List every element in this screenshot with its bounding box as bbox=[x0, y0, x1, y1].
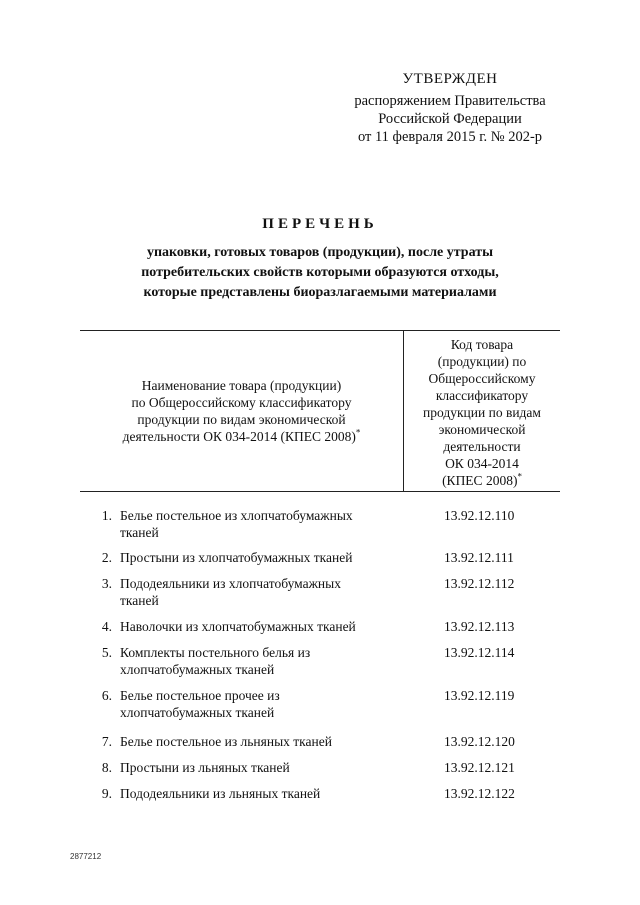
table-row bbox=[80, 507, 560, 549]
row-name-line-1: Белье постельное прочее из bbox=[120, 688, 280, 703]
header-name-footnote-mark: * bbox=[355, 427, 361, 438]
approval-block bbox=[330, 70, 570, 146]
approval-line-2: Российской Федерации bbox=[378, 111, 522, 127]
row-code: 13.92.12.120 bbox=[444, 734, 515, 749]
row-code: 13.92.12.114 bbox=[444, 645, 515, 660]
subtitle-line-3: которые представлены биоразлагаемыми материалами bbox=[143, 285, 497, 300]
row-name-line-2: хлопчатобумажных тканей bbox=[120, 662, 275, 677]
header-code-line-7: деятельности bbox=[443, 439, 521, 454]
row-code: 13.92.12.112 bbox=[444, 576, 515, 591]
row-name bbox=[120, 759, 400, 785]
header-code-line-1: Код товара bbox=[450, 337, 514, 352]
row-name bbox=[120, 575, 400, 618]
row-code: 13.92.12.119 bbox=[444, 688, 515, 703]
header-code-line-5: продукции по видам bbox=[423, 405, 541, 420]
row-name-line-2: хлопчатобумажных тканей bbox=[120, 705, 275, 720]
table-row bbox=[80, 644, 560, 687]
header-name-column bbox=[80, 331, 403, 491]
table-row bbox=[80, 733, 560, 759]
subtitle-line-2: потребительских свойств которыми образуются отходы, bbox=[141, 265, 499, 280]
header-name-line-3: продукции по видам экономической bbox=[137, 412, 346, 427]
row-name-line-2: тканей bbox=[120, 525, 159, 540]
row-number: 6. bbox=[101, 688, 112, 703]
header-code-line-2: (продукции) по bbox=[437, 354, 527, 369]
row-name-line-1: Наволочки из хлопчатобумажных тканей bbox=[120, 619, 356, 634]
row-name bbox=[120, 785, 400, 811]
row-name-line-1: Простыни из льняных тканей bbox=[120, 760, 290, 775]
approval-heading: УТВЕРЖДЕН bbox=[402, 71, 498, 87]
header-code-footnote-mark: * bbox=[517, 471, 522, 482]
row-name bbox=[120, 507, 400, 549]
header-code-line-8: ОК 034-2014 bbox=[445, 456, 519, 471]
row-number: 4. bbox=[101, 619, 112, 634]
row-number: 1. bbox=[101, 508, 112, 523]
row-name bbox=[120, 644, 400, 687]
row-code: 13.92.12.110 bbox=[444, 508, 515, 523]
row-number: 5. bbox=[101, 645, 112, 660]
row-name-line-1: Белье постельное из льняных тканей bbox=[120, 734, 332, 749]
table-body bbox=[80, 507, 560, 811]
header-name-line-4: деятельности ОК 034-2014 (КПЕС 2008) bbox=[122, 429, 356, 444]
document-title: ПЕРЕЧЕНЬ bbox=[262, 216, 378, 232]
row-number: 2. bbox=[101, 550, 112, 565]
header-code-line-3: Общероссийскому bbox=[428, 371, 536, 386]
row-name-line-1: Комплекты постельного белья из bbox=[120, 645, 311, 660]
table-header bbox=[80, 330, 560, 492]
document-subtitle bbox=[80, 243, 560, 303]
row-number: 7. bbox=[101, 734, 112, 749]
table-row bbox=[80, 785, 560, 811]
header-code-line-9: (КПЕС 2008) bbox=[442, 473, 518, 488]
row-number: 3. bbox=[101, 576, 112, 591]
row-name-line-1: Пододеяльники из хлопчатобумажных bbox=[120, 576, 341, 591]
subtitle-line-1: упаковки, готовых товаров (продукции), после утраты bbox=[146, 245, 494, 260]
approval-line-3: от 11 февраля 2015 г. № 202-р bbox=[357, 129, 543, 145]
row-code: 13.92.12.113 bbox=[444, 619, 515, 634]
row-number: 9. bbox=[101, 786, 112, 801]
header-code-line-6: экономической bbox=[438, 422, 526, 437]
header-code-column bbox=[404, 336, 560, 489]
row-name bbox=[120, 549, 400, 575]
row-number: 8. bbox=[101, 760, 112, 775]
row-code: 13.92.12.122 bbox=[444, 786, 515, 801]
row-name bbox=[120, 618, 400, 644]
document-id-code: 2877212 bbox=[70, 852, 102, 861]
table-row bbox=[80, 759, 560, 785]
header-code-line-4: классификатору bbox=[435, 388, 529, 403]
header-name-line-2: по Общероссийскому классификатору bbox=[131, 395, 352, 410]
row-name-line-2: тканей bbox=[120, 593, 159, 608]
row-code: 13.92.12.111 bbox=[444, 550, 514, 565]
table-row bbox=[80, 618, 560, 644]
row-code: 13.92.12.121 bbox=[444, 760, 515, 775]
row-name bbox=[120, 687, 400, 733]
table-row bbox=[80, 687, 560, 733]
row-name-line-1: Белье постельное из хлопчатобумажных bbox=[120, 508, 353, 523]
table-row bbox=[80, 549, 560, 575]
row-name bbox=[120, 733, 400, 759]
approval-line-1: распоряжением Правительства bbox=[354, 93, 546, 109]
row-name-line-1: Простыни из хлопчатобумажных тканей bbox=[120, 550, 353, 565]
row-name-line-1: Пододеяльники из льняных тканей bbox=[120, 786, 321, 801]
header-name-line-1: Наименование товара (продукции) bbox=[141, 378, 342, 393]
table-row bbox=[80, 575, 560, 618]
